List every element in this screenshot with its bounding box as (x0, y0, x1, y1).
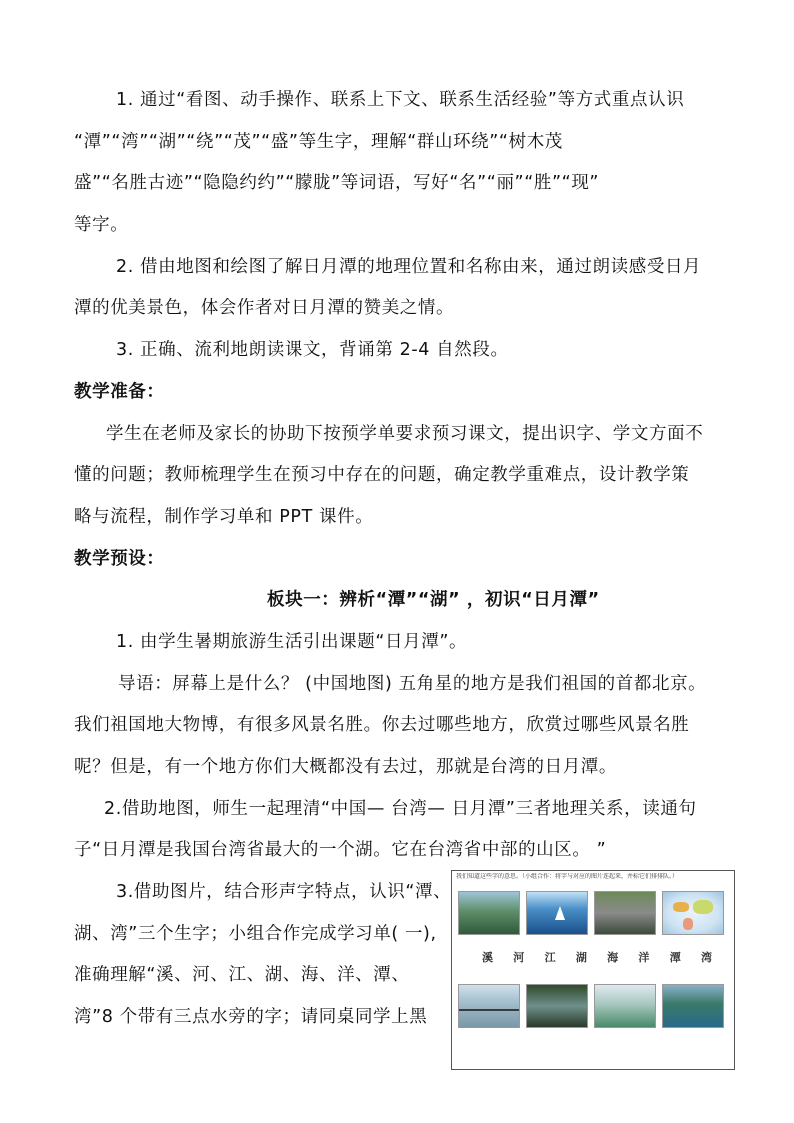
prep-line-1: 学生在老师及家长的协助下按预学单要求预习课文，提出识字、学文方面不 (106, 424, 704, 444)
step-2-line-1: 2.借助地图，师生一起理清“中国— 台湾— 日月潭”三者地理关系，读通句 (104, 799, 697, 819)
char-8: 湾 (700, 951, 712, 964)
step-3-line-3: 准确理解“溪、河、江、湖、海、洋、潭、 (74, 965, 410, 985)
intro-line-3: 呢？但是，有一个地方你们大概都没有去过，那就是台湾的日月潭。 (74, 757, 617, 777)
step-2-line-2: 子“日月潭是我国台湾省最大的一个湖。它在台湾省中部的山区。 ” (74, 840, 607, 860)
char-2: 河 (513, 951, 525, 964)
goal-1-line-3: 盛”“名胜古迹”“隐隐约约”“朦胧”等词语，写好“名”“丽”“胜”“现” (74, 173, 600, 193)
goal-2-line-2: 潭的优美景色，体会作者对日月潭的赞美之情。 (74, 298, 455, 318)
char-3: 江 (544, 951, 556, 964)
step-1-line: 1. 由学生暑期旅游生活引出课题“日月潭”。 (116, 632, 468, 652)
char-6: 洋 (638, 951, 650, 964)
worksheet-figure (451, 870, 735, 1070)
goal-1-line-2: “潭”“湾”“湖”“绕”“茂”“盛”等生字，理解“群山环绕”“树木茂 (74, 132, 563, 152)
goal-3-line: 3. 正确、流利地朗读课文，背诵第 2-4 自然段。 (116, 340, 509, 360)
char-1: 溪 (482, 951, 493, 964)
goal-1-line-4: 等字。 (74, 215, 129, 235)
design-heading: 教学预设： (74, 549, 165, 569)
creek-photo (458, 891, 520, 935)
waterfall-photo (526, 984, 588, 1028)
water-radical-chars (482, 949, 712, 965)
prep-line-3: 略与流程，制作学习单和 PPT 课件。 (74, 507, 374, 527)
lake-pier-photo (458, 984, 520, 1028)
char-4: 湖 (575, 951, 587, 964)
step-3-line-1: 3.借助图片，结合形声字特点，认识“潭、 (116, 882, 452, 902)
step-3-line-4: 湾”8 个带有三点水旁的字；请同桌同学上黑 (74, 1007, 428, 1027)
prep-heading: 教学准备： (74, 382, 165, 402)
intro-line-2: 我们祖国地大物博，有很多风景名胜。你去过哪些地方，欣赏过哪些风景名胜 (74, 715, 690, 735)
intro-line-1: 导语：屏幕上是什么？ (中国地图) 五角星的地方是我们祖国的首都北京。 (118, 674, 707, 694)
section-title: 板块一：辨析“潭”“湖” ，初识“日月潭” (267, 590, 600, 610)
char-5: 海 (607, 951, 619, 964)
figure-caption: 我们知道这些字的意思。（小组合作：将字与对应的图片连起来，并标它们排排队。） (456, 873, 679, 880)
stream-photo (594, 891, 656, 935)
world-map-photo (662, 891, 724, 935)
goal-1-line-1: 1. 通过“看图、动手操作、联系上下文、联系生活经验”等方式重点认识 (116, 90, 685, 110)
river-valley-photo (594, 984, 656, 1028)
bay-photo (662, 984, 724, 1028)
goal-2-line-1: 2. 借由地图和绘图了解日月潭的地理位置和名称由来，通过朗读感受日月 (116, 257, 702, 277)
sea-photo (526, 891, 588, 935)
prep-line-2: 懂的问题；教师梳理学生在预习中存在的问题，确定教学重难点，设计教学策 (74, 465, 690, 485)
char-7: 潭 (669, 951, 681, 964)
step-3-line-2: 湖、湾”三个生字；小组合作完成学习单( 一), (74, 924, 437, 944)
